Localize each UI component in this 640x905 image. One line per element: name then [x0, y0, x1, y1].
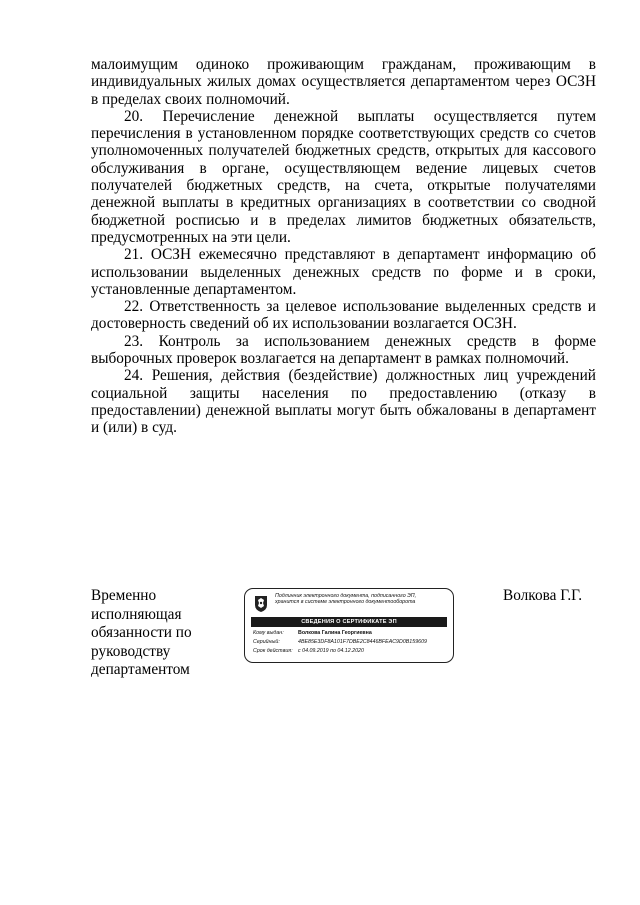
paragraph-24: 24. Решения, действия (бездействие) должностных лиц учреждений социальной защиты населения по предоставлению (отказу в предоставлении) денежной выплаты могут быть обжалованы в департамент и (или) в суд. — [91, 367, 596, 437]
stamp-note — [275, 593, 451, 606]
signer-position-line: исполняющая — [91, 605, 182, 623]
stamp-validity-label: Срок действия: — [253, 648, 293, 654]
paragraph-21: 21. ОСЗН ежемесячно представляют в департамент информацию об использовании выделенных денежных средств по форме и в сроки, установленные департаментом. — [91, 246, 596, 298]
stamp-owner-value: Волкова Галина Георгиевна — [298, 630, 372, 636]
stamp-validity-value: с 04.09.2019 по 04.12.2020 — [298, 648, 364, 654]
signer-position-line: департаментом — [91, 661, 190, 678]
stamp-validity-row — [253, 648, 364, 655]
stamp-note-line: Подлинник электронного документа, подписанного ЭП, — [275, 593, 417, 599]
stamp-owner-row — [253, 630, 372, 637]
paragraph-continuation: малоимущим одиноко проживающим гражданам, проживающим в индивидуальных жилых домах осуществляется департаментом через ОСЗН в пределах своих полномочий. — [91, 56, 596, 108]
coat-of-arms-icon — [254, 595, 268, 613]
paragraph-23: 23. Контроль за использованием денежных средств в форме выборочных проверок возлагается на департамент в рамках полномочий. — [91, 332, 596, 368]
document-body — [91, 56, 596, 437]
stamp-serial-row — [253, 639, 427, 646]
signer-position-line: Временно — [91, 587, 157, 604]
electronic-signature-stamp — [244, 588, 454, 663]
signer-position-line: обязанности по — [91, 624, 192, 641]
stamp-note-line: хранится в системе электронного документооборота — [275, 599, 416, 606]
stamp-serial-label: Серийный: — [253, 639, 280, 645]
signer-name: Волкова Г.Г. — [503, 587, 583, 604]
stamp-owner-label: Кому выдан: — [253, 630, 284, 636]
paragraph-22: 22. Ответственность за целевое использование выделенных средств и достоверность сведений об их использовании возлагается ОСЗН. — [91, 298, 596, 333]
stamp-header: СВЕДЕНИЯ О СЕРТИФИКАТЕ ЭП — [251, 617, 447, 627]
signer-position — [91, 587, 211, 680]
signer-position-line: руководству — [91, 642, 171, 660]
paragraph-20: 20. Перечисление денежной выплаты осуществляется путем перечисления в установленном порядке соответствующих средств со счетов уполномоченных получателей бюджетных средств, открытых для кассового обслуживания в органе, осуществляющем ведение лицевых счетов получателей бюджетных средств, на счета, открытые получателями денежной выплаты в кредитных организациях в соответствии со сводной бюджетной росписью и в пределах лимитов бюджетных обязательств, предусмотренных на эти цели. — [91, 107, 596, 246]
stamp-serial-value: 4BE85E3DF8A101F7DBE2C8446BFEAC9D0B159609 — [298, 639, 427, 645]
